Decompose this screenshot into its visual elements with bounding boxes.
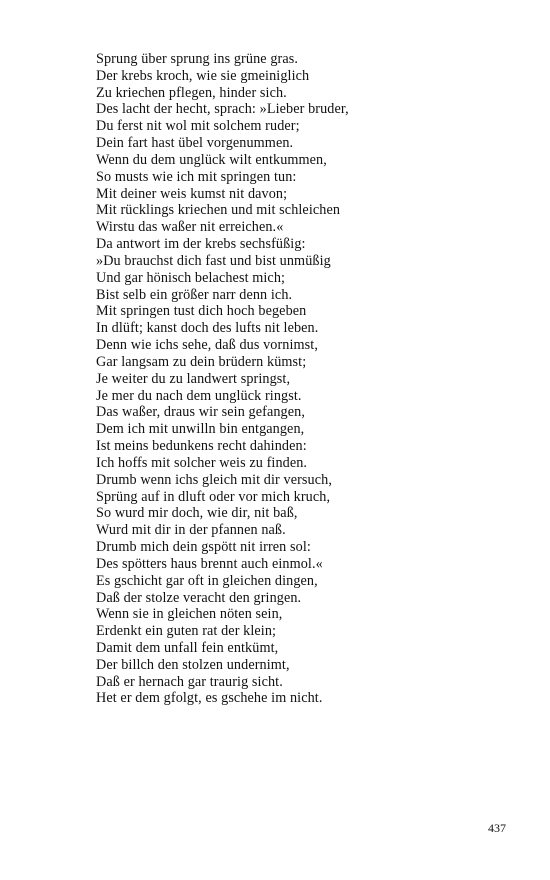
poem-line: So wurd mir doch, wie dir, nit baß, (96, 505, 298, 522)
poem-line: Das waßer, draus wir sein gefangen, (96, 404, 305, 421)
poem-line: Wenn du dem unglück wilt entkummen, (96, 151, 327, 168)
poem-line: Du ferst nit wol mit solchem ruder; (96, 118, 300, 135)
poem-line: Mit springen tust dich hoch begeben (96, 303, 307, 320)
poem-line: Mit deiner weis kumst nit davon; (96, 185, 288, 202)
poem-line: Je weiter du zu landwert springst, (96, 370, 291, 387)
poem-line: Des spötters haus brennt auch einmol.« (96, 555, 323, 572)
poem-line: Dein fart hast übel vorgenummen. (96, 135, 294, 152)
poem-line: Wirstu das waßer nit erreichen.« (96, 219, 284, 236)
poem-line: Der krebs kroch, wie sie gmeiniglich (96, 67, 310, 84)
poem-line: Wurd mit dir in der pfannen naß. (96, 522, 286, 539)
poem-line: Bist selb ein größer narr denn ich. (96, 286, 293, 303)
poem-line: So musts wie ich mit springen tun: (96, 168, 297, 185)
poem-line: Der billch den stolzen undernimt, (96, 656, 290, 673)
poem-line: Sprung über sprung ins grüne gras. (96, 51, 298, 67)
poem-line: In dlüft; kanst doch des lufts nit leben. (96, 320, 319, 337)
poem-line: Mit rücklings kriechen und mit schleichen (96, 202, 341, 219)
poem-line: Dem ich mit unwilln bin entgangen, (96, 421, 305, 438)
poem-line: Des lacht der hecht, sprach: »Lieber bruder, (96, 101, 349, 118)
poem-line: Und gar hönisch belachest mich; (96, 269, 286, 286)
poem-line: Drumb mich dein gspött nit irren sol: (96, 539, 311, 556)
poem-line: Damit dem unfall fein entkümt, (96, 639, 279, 656)
poem-line: Gar langsam zu dein brüdern kümst; (96, 353, 307, 370)
poem-line: Denn wie ichs sehe, daß dus vornimst, (96, 337, 318, 354)
poem-line: Sprüng auf in dluft oder vor mich kruch, (96, 488, 331, 505)
poem-line: »Du brauchst dich fast und bist unmüßig (96, 252, 331, 269)
poem-line: Da antwort im der krebs sechsfüßig: (96, 236, 306, 253)
page-number: 437 (488, 821, 506, 835)
poem-line: Zu kriechen pflegen, hinder sich. (96, 84, 287, 101)
poem-line: Daß der stolze veracht den gringen. (96, 589, 302, 606)
poem-line: Drumb wenn ichs gleich mit dir versuch, (96, 471, 332, 488)
poem-line: Es gschicht gar oft in gleichen dingen, (96, 572, 318, 589)
poem-line: Ist meins bedunkens recht dahinden: (96, 438, 307, 455)
poem-line: Ich hoffs mit solcher weis zu finden. (96, 454, 308, 471)
poem-line: Wenn sie in gleichen nöten sein, (96, 606, 283, 623)
poem-line: Erdenkt ein guten rat der klein; (96, 623, 277, 640)
poem-line: Daß er hernach gar traurig sicht. (96, 673, 283, 690)
poem-text (96, 51, 516, 707)
poem-line: Het er dem gfolgt, es gschehe im nicht. (96, 690, 323, 707)
poem-line: Je mer du nach dem unglück ringst. (96, 387, 302, 404)
